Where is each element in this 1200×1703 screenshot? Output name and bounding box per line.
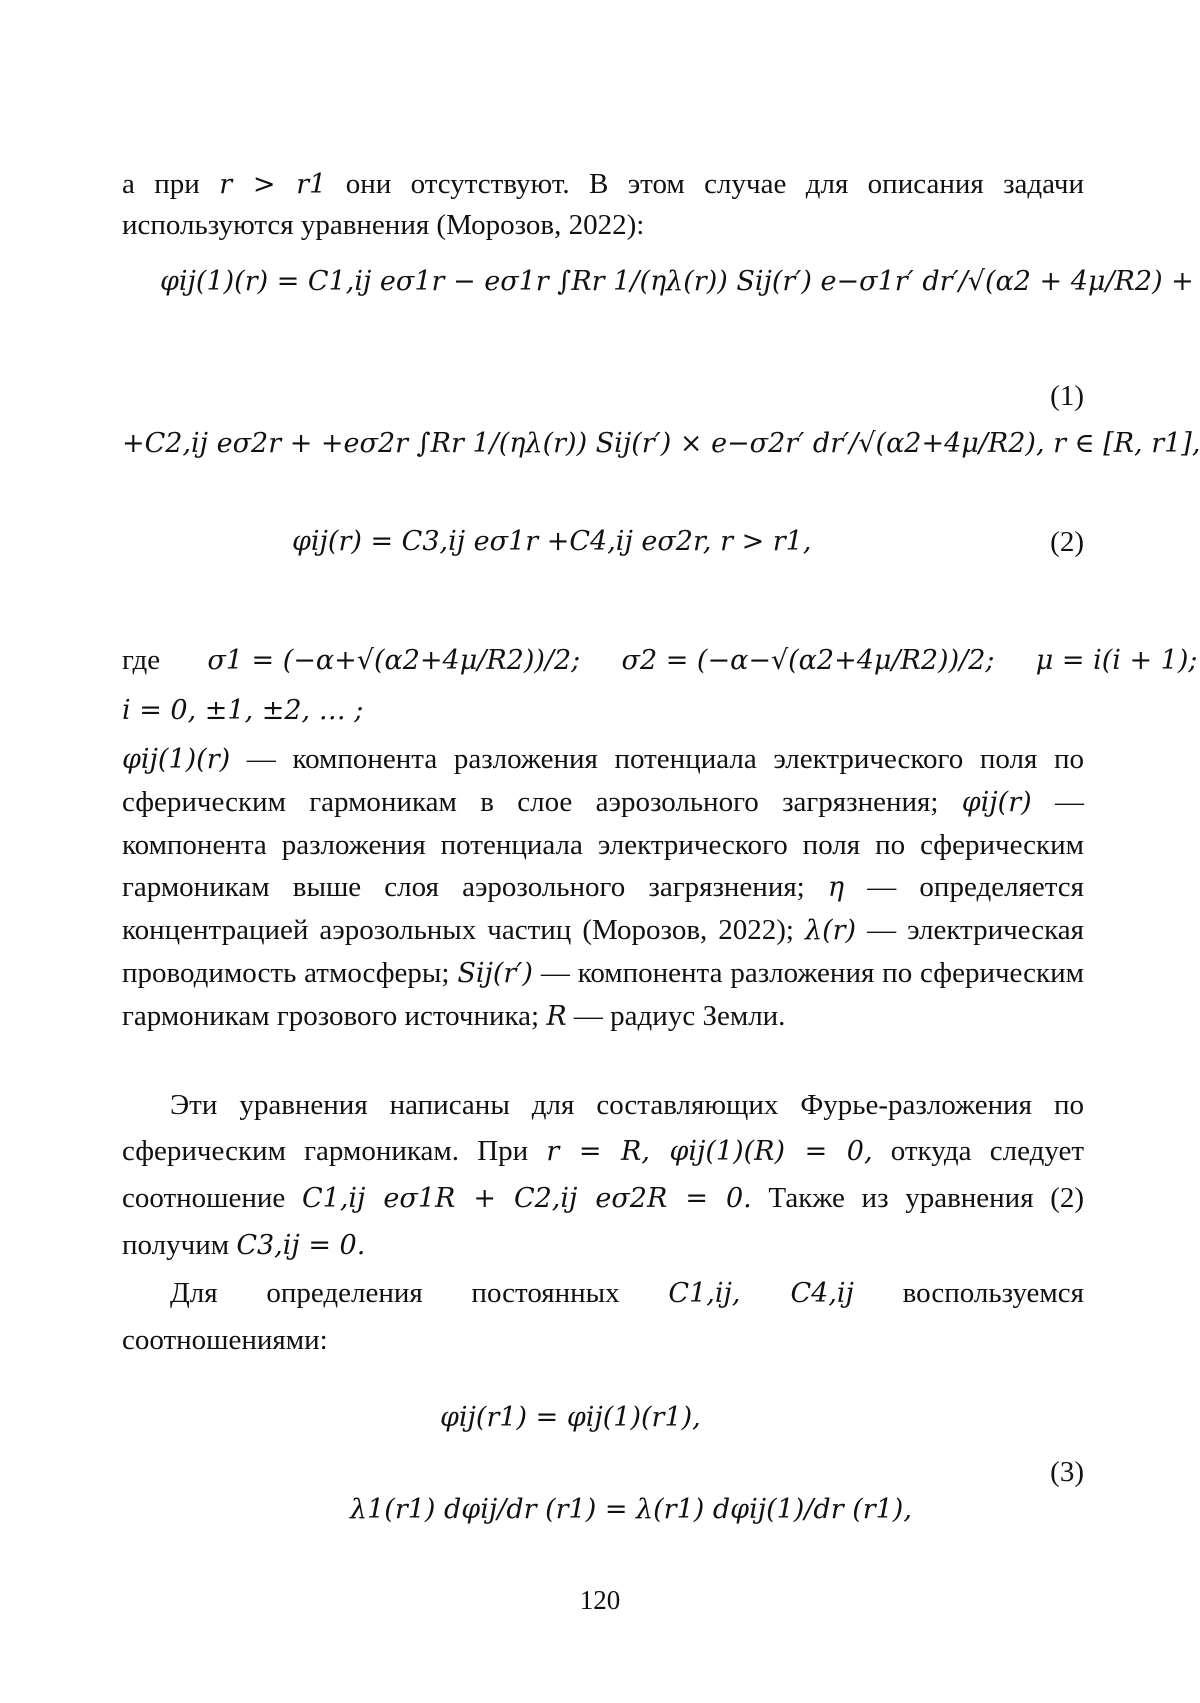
- sigma1-definition: σ1 = (−α+√(α2+4μ/R2))/2;: [207, 645, 581, 676]
- constants-text-1: Для определения постоянных: [170, 1277, 620, 1309]
- fourier-text-2: откуда следует соотношение: [122, 1135, 1084, 1214]
- where-label: где: [122, 644, 161, 676]
- def-symbol-r: R: [546, 1001, 567, 1032]
- intro-suffix: они отсутствуют. В этом случае для описания задачи используются уравнения (Морозов, 2022):: [122, 168, 1084, 241]
- constants-math: C1,ij, C4,ij: [668, 1278, 854, 1309]
- equation-2-number: (2): [1050, 526, 1084, 558]
- def-text-s: — компонента разложения по сферическим гармоникам грозового источника;: [122, 957, 1084, 1032]
- def-symbol-phi: φij(r): [961, 787, 1032, 818]
- sigma2-definition: σ2 = (−α−√(α2+4μ/R2))/2;: [621, 645, 995, 676]
- def-text-r: — радиус Земли.: [566, 1000, 786, 1032]
- intro-condition: r > r1: [219, 169, 327, 200]
- equation-3-line-1: φij(r1) = φij(1)(r1),: [440, 1402, 701, 1433]
- def-symbol-phi1: φij(1)(r): [122, 744, 231, 775]
- def-symbol-eta: η: [827, 872, 845, 903]
- page-number: 120: [579, 1585, 621, 1615]
- fourier-paragraph: [122, 1082, 1084, 1269]
- constants-paragraph: [122, 1270, 1084, 1363]
- mu-definition: μ = i(i + 1);: [1035, 645, 1198, 676]
- fourier-text-1: Эти уравнения написаны для составляющих Фурье-разложения по сферическим гармоникам. При: [122, 1089, 1084, 1167]
- equation-1-line-1: φij(1)(r) = C1,ij eσ1r − eσ1r ∫Rr 1/(ηλ(r)) Sij(r′) e−σ1r′ dr′/√(α2 + 4μ/R2) +: [160, 266, 1194, 297]
- equation-2: φij(r) = C3,ij eσ1r +C4,ij eσ2r, r > r1,: [292, 526, 812, 557]
- equation-3-line-2: λ1(r1) dφij/dr (r1) = λ(r1) dφij(1)/dr (r1),: [350, 1494, 912, 1525]
- equation-3-number: (3): [1050, 1456, 1084, 1488]
- def-symbol-lambda: λ(r): [804, 915, 857, 946]
- def-text-eta: — определяется концентрацией аэрозольных частиц (Морозов, 2022);: [122, 871, 1084, 946]
- where-line: [122, 640, 1198, 681]
- i-range: [122, 690, 1084, 731]
- definitions-paragraph: [122, 738, 1084, 1038]
- equation-1-line-2: +C2,ij eσ2r + +eσ2r ∫Rr 1/(ηλ(r)) Sij(r′) × e−σ2r′ dr′/√(α2+4μ/R2), r ∈ [R, r1],: [122, 428, 1200, 459]
- def-text-phi: — компонента разложения потенциала электрического поля по сферическим гармоникам выше слоя аэрозольного загрязнения;: [122, 786, 1084, 903]
- fourier-math-1: r = R, φij(1)(R) = 0,: [546, 1136, 873, 1167]
- def-text-phi1: — компонента разложения потенциала электрического поля по сферическим гармоникам в слое аэрозольного загрязнения;: [122, 743, 1084, 818]
- fourier-text-3: Также из уравнения (2) получим: [122, 1182, 1085, 1261]
- def-symbol-s: Sij(r′): [457, 958, 533, 989]
- equation-1-number: (1): [1050, 380, 1084, 412]
- fourier-math-3: C3,ij = 0.: [236, 1230, 366, 1261]
- intro-prefix: а при: [122, 168, 200, 200]
- def-text-lambda: — электрическая проводимость атмосферы;: [122, 914, 1084, 989]
- fourier-math-2: C1,ij eσ1R + C2,ij eσ2R = 0.: [301, 1183, 752, 1214]
- i-range-formula: i = 0, ±1, ±2, … ;: [122, 695, 364, 726]
- constants-text-2: воспользуемся соотношениями:: [122, 1277, 1084, 1356]
- intro-paragraph: [122, 164, 1084, 245]
